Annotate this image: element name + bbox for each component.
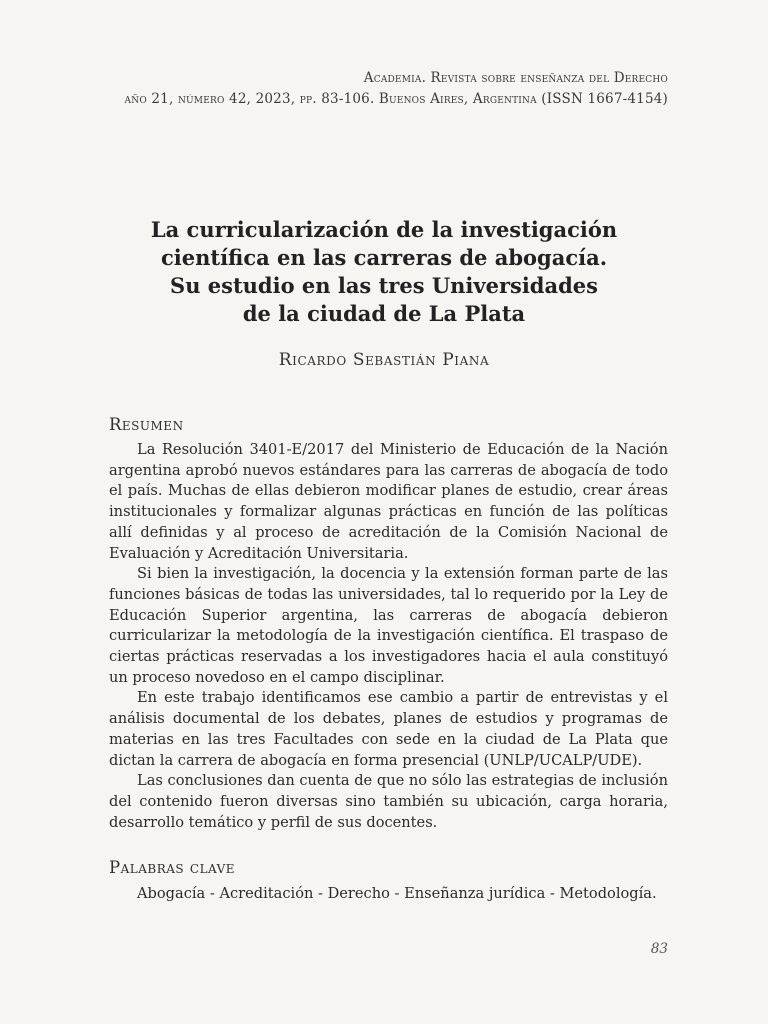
- abstract-paragraph: La Resolución 3401-E/2017 del Ministerio de Educación de la Nación argentina aprobó nuevos estándares para las carreras de abogacía de todo el país. Muchas de ellas debieron modificar planes de estudio, crear áreas institucionales y formalizar algunas prácticas en función de las políticas allí definidas y al proceso de acreditación de la Comisión Nacional de Evaluación y Acreditación Universitaria.: [109, 441, 668, 562]
- abstract-heading: Resumen: [109, 415, 184, 434]
- abstract-body: [109, 440, 668, 833]
- abstract-paragraph: Si bien la investigación, la docencia y la extensión forman parte de las funciones básicas de todas las universidades, tal lo requerido por la Ley de Educación Superior argentina, las carreras de abogacía debieron curricularizar la metodología de la investigación científica. El traspaso de ciertas prácticas reservadas a los investigadores hacia el aula constituyó un proceso novedoso en el campo disciplinar.: [109, 565, 668, 686]
- journal-line-2: año 21, número 42, 2023, pp. 83-106. Buenos Aires, Argentina (ISSN 1667-4154): [124, 91, 668, 107]
- title-line: La curricularización de la investigación: [150, 217, 618, 242]
- article-title: [100, 216, 668, 328]
- author-name: Ricardo Sebastián Piana: [278, 350, 490, 370]
- page-number: 83: [650, 941, 668, 957]
- title-line: Su estudio en las tres Universidades: [170, 273, 598, 298]
- title-line: científica en las carreras de abogacía.: [160, 245, 607, 270]
- journal-line-1: Academia. Revista sobre enseñanza del Derecho: [363, 70, 668, 86]
- keywords-list: Abogacía - Acreditación - Derecho - Enseñanza jurídica - Metodología.: [137, 885, 657, 902]
- journal-header: [125, 68, 668, 110]
- keywords-heading: Palabras clave: [109, 858, 236, 877]
- abstract-paragraph: En este trabajo identificamos ese cambio a partir de entrevistas y el análisis documental de los debates, planes de estudios y programas de materias en las tres Facultades con sede en la ciudad de La Plata que dictan la carrera de abogacía en forma presencial (UNLP/UCALP/UDE).: [109, 689, 668, 769]
- abstract-paragraph: Las conclusiones dan cuenta de que no sólo las estrategias de inclusión del contenido fueron diversas sino también su ubicación, carga horaria, desarrollo temático y perfil de sus docentes.: [109, 772, 668, 831]
- title-line: de la ciudad de La Plata: [242, 301, 526, 326]
